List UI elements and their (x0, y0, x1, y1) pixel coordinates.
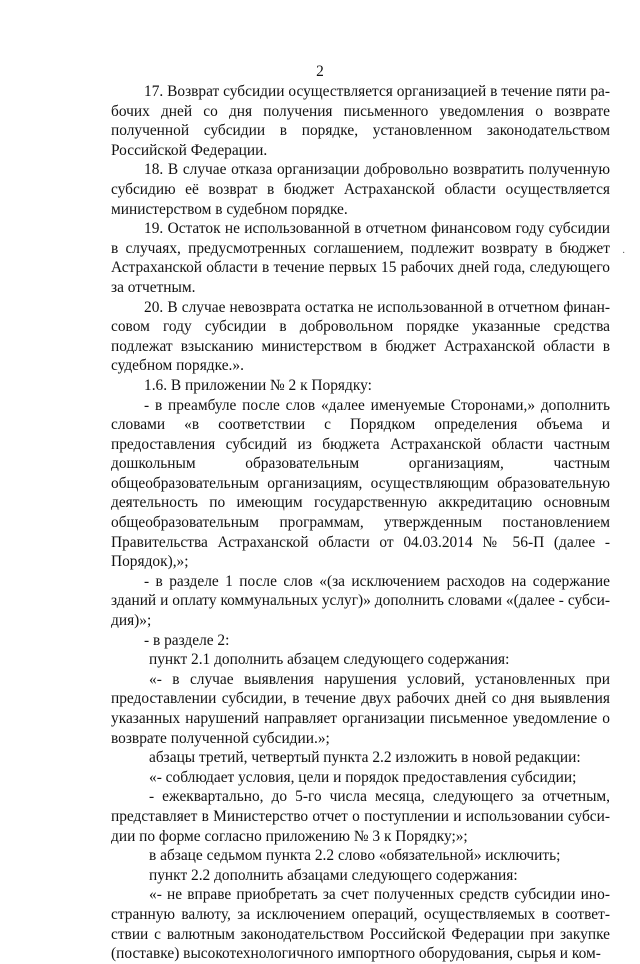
document-body (111, 82, 610, 964)
paragraph-item-2-2-addition: пункт 2.2 дополнить абзацами следующего содержания: (149, 866, 518, 884)
paragraph-currency: «- не вправе приобретать за счет полученных средств субсидии иностранную валюту, за исключением операций, осуществляемых в соответствии с валютным законодательством Российской Федерации при закупке (поставке) высокотехнологичного импортного оборудования, сырья и ком- (111, 886, 610, 963)
paragraph-19: 19. Остаток не использованной в отчетном финансовом году субсидии в случаях, предусмотренных соглашением, подлежит возврату в бюджет Астраханской области в течение первых 15 рабочих дней года, следующего за отчетным. (111, 220, 610, 296)
paragraph-quarterly-report: - ежеквартально, до 5-го числа месяца, следующего за отчетным, представляет в Министерство отчет о поступлении и использовании субсидии по форме согласно приложению № 3 к Порядку;»; (111, 788, 610, 845)
paragraph-item-2-2-new-edition: абзацы третий, четвертый пункта 2.2 изложить в новой редакции: (149, 749, 581, 767)
paragraph-1-6-heading: 1.6. В приложении № 2 к Порядку: (144, 376, 372, 394)
paragraph-item-2-1-text: «- в случае выявления нарушения условий, установленных при предоставлении субсидии, в течение двух рабочих дней со дня выявления указанных нарушений направляет организации письменное уведомление о возврате полученной субсидии.»; (111, 670, 610, 747)
paragraph-section2-heading: - в разделе 2: (144, 631, 230, 649)
paragraph-conditions: «- соблюдает условия, цели и порядок предоставления субсидии; (149, 768, 577, 786)
paragraph-section1-amendment: - в разделе 1 после слов «(за исключением расходов на содержание зданий и оплату коммунальных услуг)» дополнить словами «(далее - субсидия)»; (111, 572, 610, 630)
margin-mark: · (622, 248, 626, 259)
paragraph-18: 18. В случае отказа организации добровольно возвратить полученную субсидию её возврат в бюджет Астраханской области осуществляется министерством в судебном порядке. (111, 161, 610, 218)
paragraph-17: 17. Возврат субсидии осуществляется организацией в течение пяти рабочих дней со дня получения письменного уведомления о возврате полученной субсидии в порядке, установленном законодательством Российской Федерации. (111, 83, 610, 159)
page-number: 2 (316, 63, 324, 80)
paragraph-preamble-amendment: - в преамбуле после слов «далее именуемые Сторонами,» дополнить словами «в соответствии с Порядком определения объема и предоставления субсидий из бюджета Астраханской области частным дошкольным образовательным организациям, частным общеобразовательным организациям, осуществляющим образовательную деятельность по имеющим государственную аккредитацию основным общеобразовательным программам, утвержденным постановлением Правительства Астраханской области от 04.03.2014 № 56-П (далее - Порядок),»; (111, 396, 610, 571)
paragraph-20: 20. В случае невозврата остатка не использованной в отчетном финансовом году субсидии в добровольном порядке указанные средства подлежат взысканию министерством в бюджет Астраханской области в судебном порядке.». (111, 298, 610, 375)
paragraph-seventh-abzac: в абзаце седьмом пункта 2.2 слово «обязательной» исключить; (149, 847, 561, 865)
paragraph-item-2-1: пункт 2.1 дополнить абзацем следующего содержания: (149, 651, 510, 669)
